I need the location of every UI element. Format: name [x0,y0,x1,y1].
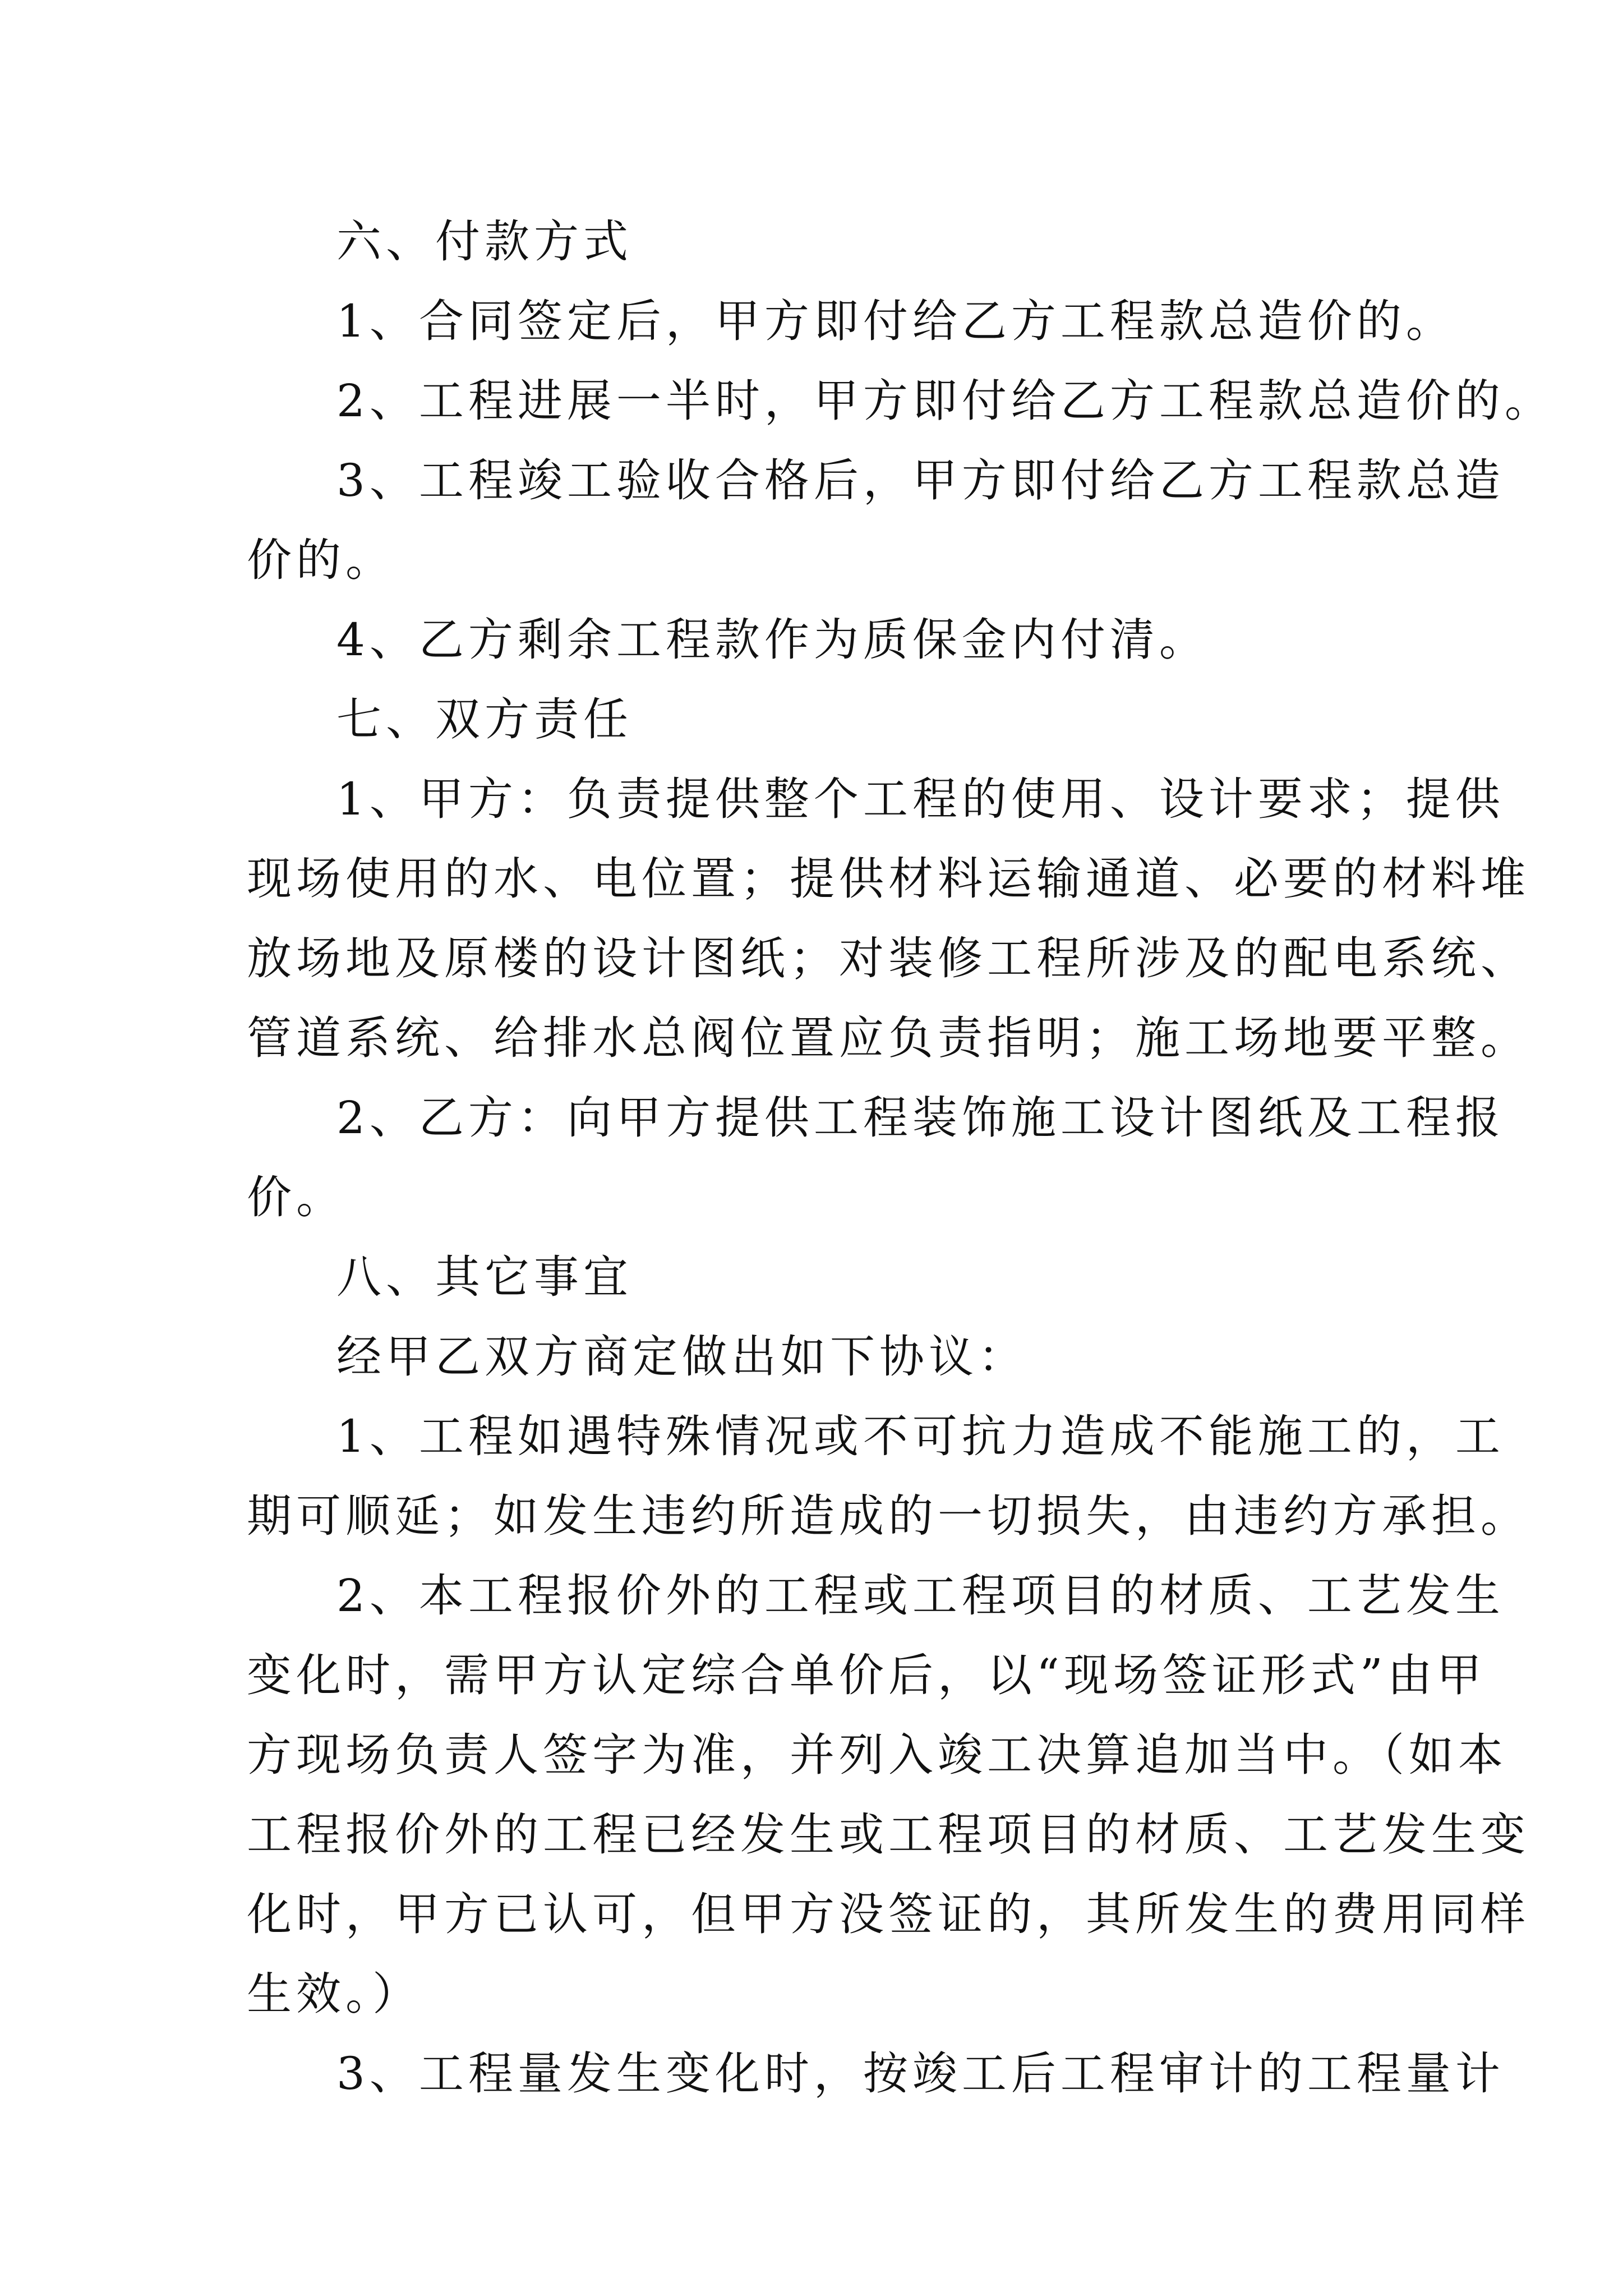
payment-clause-1: 1、合同签定后，甲方即付给乙方工程款总造价的。 [336,295,1455,347]
responsibility-clause-1-cont-c: 管道系统、给排水总阀位置应负责指明；施工场地要平整。 [247,1012,1530,1064]
responsibility-clause-2-cont: 价。 [247,1171,345,1223]
responsibility-clause-2: 2、乙方：向甲方提供工程装饰施工设计图纸及工程报 [336,1092,1505,1144]
other-clause-2-cont-b: 方现场负责人签字为准，并列入竣工决算追加当中。（如本 [247,1729,1507,1781]
other-clause-1-cont: 期可顺延；如发生违约所造成的一切损失，由违约方承担。 [247,1490,1530,1542]
other-clause-2-cont-e: 生效。） [247,1968,422,2020]
payment-clause-3-cont: 价的。 [247,534,395,586]
other-clause-2-cont-a: 变化时，需甲方认定综合单价后，以“现场签证形式”由甲 [247,1649,1486,1701]
other-clause-2: 2、本工程报价外的工程或工程项目的材质、工艺发生 [336,1570,1505,1622]
section-heading-responsibilities: 七、双方责任 [336,693,633,746]
other-clause-1: 1、工程如遇特殊情况或不可抗力造成不能施工的，工 [336,1410,1505,1462]
other-clause-2-cont-c: 工程报价外的工程已经发生或工程项目的材质、工艺发生变 [247,1809,1530,1861]
payment-clause-4: 4、乙方剩余工程款作为质保金内付清。 [336,614,1209,666]
payment-clause-2: 2、工程进展一半时，甲方即付给乙方工程款总造价的。 [336,375,1554,427]
responsibility-clause-1: 1、甲方：负责提供整个工程的使用、设计要求；提供 [336,773,1505,825]
other-clause-3: 3、工程量发生变化时，按竣工后工程审计的工程量计 [336,2047,1505,2100]
other-intro: 经甲乙双方商定做出如下协议： [336,1331,1027,1383]
payment-clause-3: 3、工程竣工验收合格后，甲方即付给乙方工程款总造 [336,454,1505,507]
responsibility-clause-1-cont-a: 现场使用的水、电位置；提供材料运输通道、必要的材料堆 [247,853,1530,905]
section-heading-other: 八、其它事宜 [336,1251,633,1303]
section-heading-payment: 六、付款方式 [336,215,633,268]
document-body [247,202,1554,2114]
responsibility-clause-1-cont-b: 放场地及原楼的设计图纸；对装修工程所涉及的配电系统、 [247,932,1530,984]
other-clause-2-cont-d: 化时，甲方已认可，但甲方没签证的，其所发生的费用同样 [247,1888,1530,1940]
